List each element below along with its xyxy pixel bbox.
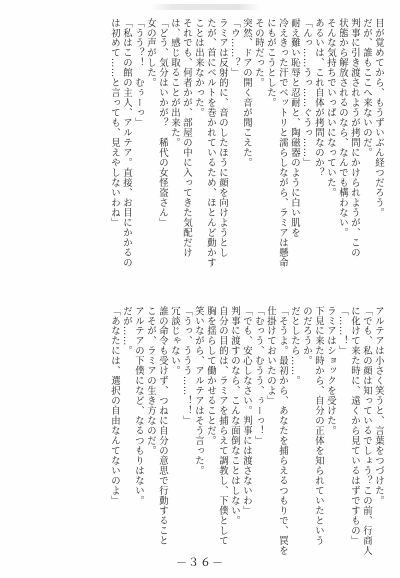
text-line: 笑いながら、アルテアはそう言った。 bbox=[193, 306, 204, 476]
top-text-block bbox=[108, 18, 384, 280]
text-line: 「でも、安心しなさい。判事には渡さないわ」 bbox=[241, 306, 252, 516]
text-line: だが、誰もここへ来ないのだ。 bbox=[361, 18, 372, 158]
text-line: 「……！」 bbox=[337, 306, 348, 356]
text-line: アルテアは小さく笑うと、言葉をつづけた。 bbox=[373, 306, 384, 506]
text-line: 判事に渡すのなら、こんな面倒なことはしない。 bbox=[229, 306, 240, 526]
page-number: －３６－ bbox=[176, 556, 224, 569]
text-line: ラミアはショックを受けた。 bbox=[325, 306, 336, 436]
text-line: 冗談じゃない。 bbox=[169, 306, 180, 376]
text-line: は、感じ取ることが出来た。 bbox=[169, 18, 180, 148]
text-line: 「むっう、むうう、ぅーっ！」 bbox=[253, 306, 264, 446]
text-line: 耐え難い恥辱と忍耐と、陶磁器のように白い肌を bbox=[289, 18, 300, 238]
text-line: 冷えきった汗でベットリと濡らしながら、ラミアは懸命 bbox=[277, 18, 288, 268]
text-line: 「でも、私の顔は知っているでしょう？この前、行商人 bbox=[361, 306, 372, 556]
text-line: に化けて来た時に、遠くから見ているはずですもの」 bbox=[349, 306, 360, 546]
text-line: 「あなたには、選択の自由なんてないのよ」 bbox=[109, 306, 120, 506]
text-line: だとしたら……。 bbox=[289, 306, 300, 386]
text-line: 「うう？！ むぅーっ」 bbox=[133, 18, 144, 128]
bottom-text-block bbox=[108, 306, 384, 556]
text-line: 目が覚めてから、もうずいぶん経つだろう。 bbox=[373, 18, 384, 218]
text-line: 突然、ドアの開く音が聞こえた。 bbox=[241, 18, 252, 168]
text-line: アルテアの下僕になど、なるつもりはない。 bbox=[133, 306, 144, 506]
text-line: 「私はこの館の主人、アルテア。直接、お目にかかるの bbox=[121, 18, 132, 268]
text-line: のだろうか。 bbox=[301, 306, 312, 366]
text-line: 誰の命令も受けず、つねに自分の意思で行動すること bbox=[157, 306, 168, 546]
text-line: それでも、何者かが、部屋の中に入ってきた気配だけ bbox=[181, 18, 192, 258]
text-line: 女の声がした。 bbox=[145, 18, 156, 88]
text-line: そんな気持ちでいっぱいになっていた。 bbox=[325, 18, 336, 198]
text-line: 「ウ……？」 bbox=[229, 18, 240, 78]
page-header-mark bbox=[150, 4, 260, 10]
text-line: その時だった。 bbox=[253, 18, 264, 88]
text-line: ことは出来なかった。 bbox=[193, 18, 204, 118]
text-line: 判事に引き渡されようが拷問にかけられようが、この bbox=[349, 18, 360, 258]
text-line: 自分の目的は、ラミアを捕らえて調教し、下僕として bbox=[217, 306, 228, 546]
text-line: 状態から解放されるのなら、なんでも構わない。 bbox=[337, 18, 348, 238]
text-line: 胸を揺らして働かせることだ。 bbox=[205, 306, 216, 446]
text-line: たが、首にベルトを巻かれているため、ほとんど動かす bbox=[205, 18, 216, 268]
text-line: は初めて……と言っても、見えやしないわね」 bbox=[109, 18, 120, 228]
text-line: 「んっ……うっ……ぐうっ……」 bbox=[301, 18, 312, 168]
text-line: あるいは、これ自体が拷問なのか？ bbox=[313, 18, 324, 178]
text-line: ラミアは反射的に、音のしたほうに顔を向けようとし bbox=[217, 18, 228, 258]
text-line: 「そうよ。最初から、あなたを捕らえるつもりで、罠を bbox=[277, 306, 288, 556]
text-line: だが……。 bbox=[121, 306, 132, 356]
text-line: 「どう、気分はいかが？ 稀代の女怪盗さん」 bbox=[157, 18, 168, 228]
text-line: 「うっ、ううう……！！」 bbox=[181, 306, 192, 426]
text-line: 下見に来た時から、自分の正体を知られていたという bbox=[313, 306, 324, 546]
text-line: 仕掛けておいたのよ」 bbox=[265, 306, 276, 406]
text-line: こそが、ラミアの生き方なのだ。 bbox=[145, 306, 156, 456]
text-line: にもがこうとした。 bbox=[265, 18, 276, 108]
